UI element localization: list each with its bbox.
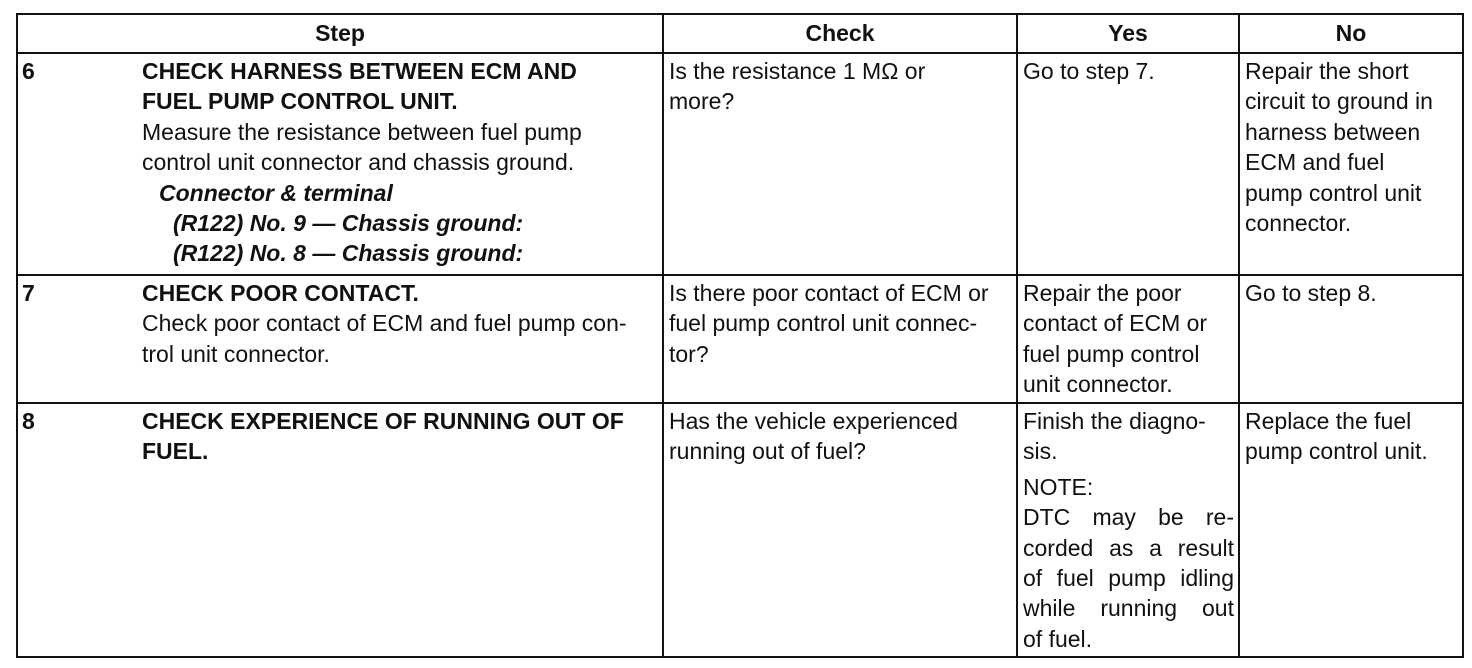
no-cell [1239, 53, 1463, 275]
check-cell [663, 275, 1017, 403]
note-line: of fuel. [1023, 625, 1093, 652]
step-number: 8 [22, 408, 35, 434]
no-line: pump control unit. [1245, 438, 1428, 465]
step-title-line: FUEL PUMP CONTROL UNIT. [142, 88, 458, 115]
no-line: Go to step 8. [1245, 280, 1377, 306]
step-body-line: Check poor contact of ECM and fuel pump con- [142, 310, 627, 337]
yes-cell [1017, 53, 1239, 275]
connector-heading: Connector & terminal [159, 179, 393, 206]
check-line: tor? [669, 340, 709, 367]
note-label: NOTE: [1023, 473, 1094, 500]
header-no: No [1239, 14, 1463, 53]
step-body-line: Measure the resistance between fuel pump [142, 118, 582, 145]
step-body-line: trol unit connector. [142, 340, 330, 367]
diagnostic-table [16, 13, 1464, 658]
check-cell [663, 403, 1017, 657]
step-cell [139, 403, 663, 657]
no-line: harness between [1245, 118, 1421, 145]
check-line: fuel pump control unit connec- [669, 310, 978, 337]
yes-line: fuel pump control [1023, 340, 1200, 367]
yes-line: Finish the diagno- [1023, 408, 1206, 434]
check-line: Is the resistance 1 MΩ or [669, 58, 926, 84]
no-line: ECM and fuel [1245, 149, 1385, 176]
yes-line: Repair the poor [1023, 280, 1182, 306]
note-line: corded as a result [1023, 534, 1234, 561]
step-number: 6 [22, 58, 35, 84]
check-line: Has the vehicle experienced [669, 408, 958, 434]
step-title-line: CHECK EXPERIENCE OF RUNNING OUT OF [142, 408, 624, 434]
yes-line: contact of ECM or [1023, 310, 1208, 337]
no-line: Repair the short [1245, 58, 1409, 84]
yes-line: sis. [1023, 438, 1058, 465]
step-title-line: CHECK POOR CONTACT. [142, 280, 419, 306]
header-yes: Yes [1017, 14, 1239, 53]
yes-line: unit connector. [1023, 371, 1173, 398]
step-body-line: control unit connector and chassis ground. [142, 149, 575, 176]
no-cell [1239, 275, 1463, 403]
note-line: of fuel pump idling [1023, 565, 1234, 592]
note-line: while running out [1023, 595, 1234, 622]
header-check: Check [663, 14, 1017, 53]
table-row-step-7 [17, 275, 1463, 403]
step-number: 7 [22, 280, 35, 306]
header-step: Step [17, 14, 663, 53]
connector-item: (R122) No. 9 — Chassis ground: [173, 210, 524, 237]
yes-cell [1017, 403, 1239, 657]
step-title-line: FUEL. [142, 438, 209, 465]
header-row [17, 14, 1463, 53]
no-line: connector. [1245, 210, 1352, 237]
note-line: DTC may be re- [1023, 504, 1234, 531]
no-line: pump control unit [1245, 179, 1422, 206]
yes-cell [1017, 275, 1239, 403]
step-title-line: CHECK HARNESS BETWEEN ECM AND [142, 58, 577, 84]
step-cell [139, 53, 663, 275]
yes-line: Go to step 7. [1023, 58, 1155, 84]
no-cell [1239, 403, 1463, 657]
no-line: Replace the fuel [1245, 408, 1412, 434]
table-row-step-6 [17, 53, 1463, 275]
step-cell [139, 275, 663, 403]
no-line: circuit to ground in [1245, 88, 1433, 115]
connector-item: (R122) No. 8 — Chassis ground: [173, 240, 524, 267]
check-line: running out of fuel? [669, 438, 866, 465]
check-line: Is there poor contact of ECM or [669, 280, 989, 306]
check-cell [663, 53, 1017, 275]
check-line: more? [669, 88, 735, 115]
table-row-step-8 [17, 403, 1463, 657]
